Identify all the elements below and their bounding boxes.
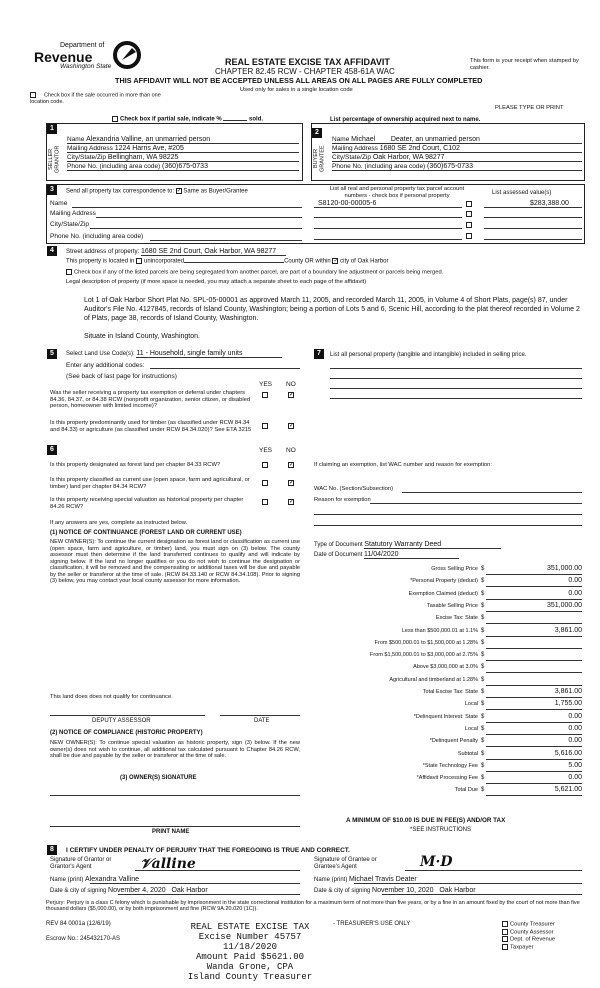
tax-dollar-sign: $ xyxy=(481,627,485,634)
sec6-q3-no[interactable]: ✓ xyxy=(289,499,295,505)
tax-dollar-sign: $ xyxy=(481,652,485,659)
escrow-number: Escrow No.: 245432170-AS xyxy=(46,936,121,942)
buyer-phone-row: Phone No. (including area code) (360)675-0733 xyxy=(332,163,473,170)
section-5-badge: 5 xyxy=(47,349,57,359)
legal-description[interactable]: Lot 1 of Oak Harbor Short Plat No. SPL-05-00001 as approved March 11, 2005, and recorded March 11, 2005, in Volume 4 of Short Plats, page(s) 87, under Auditor's File No. 4127845, records of Island County, Washington; being a portion of Lots 5 and 6, Scenic Hill, according to the plat thereof recorded in Volume 2 of Plats, page 38, records of Island County, Washington. xyxy=(84,297,580,322)
tax-row-value[interactable]: 0.00 xyxy=(568,589,582,597)
tax-row-value[interactable]: 0.00 xyxy=(568,724,582,732)
copy-checkbox[interactable] xyxy=(502,936,508,942)
stamp-line: Excise Number 45757 xyxy=(198,932,302,942)
grantor-date[interactable]: November 4, 2020 Oak Harbor xyxy=(108,887,208,894)
grantor-signature[interactable]: 𝒱alline xyxy=(140,856,196,872)
tax-dollar-sign: $ xyxy=(481,676,485,683)
land-use-code[interactable]: 11 - Household, single family units xyxy=(136,350,282,358)
tax-dollar-sign: $ xyxy=(481,590,485,597)
grantee-sig-label: Signature of Grantee or Grantee's Agent xyxy=(314,857,377,870)
grantor-name-row: Name (print) Alexandra Valline xyxy=(50,876,139,883)
ownership-note: List percentage of ownership acquired next to name. xyxy=(330,117,481,123)
tax-row-value[interactable]: 0.00 xyxy=(568,712,582,720)
wac-label: WAC No. (Section/Subsection) xyxy=(314,486,394,492)
exemption-label: If claiming an exemption, list WAC number and reason for exemption: xyxy=(314,462,492,468)
parcel-list-header: List all real and personal property tax parcel account numbers - check box if personal property xyxy=(329,186,465,199)
section-8-badge: 8 xyxy=(47,845,57,855)
perjury-note: Perjury: Perjury is a class C felony which is punishable by imprisonment in the state correctional institution for a maximum term of not more than five years, or by a fine in an amount fixed by the court of not more than five thousand dollars ($5,000.00), or by both imprisonment and fine (RCW 9A.20.020 (1C)). xyxy=(46,900,580,913)
tax-row-value[interactable]: 1,755.00 xyxy=(554,700,582,708)
tax-row-value[interactable]: 351,000.00 xyxy=(546,601,582,609)
stamp-line: REAL ESTATE EXCISE TAX xyxy=(190,922,310,932)
tax-row-label: Exemption Claimed (deduct) xyxy=(408,590,478,597)
seller-address[interactable]: 1224 Harris Ave, #205 xyxy=(114,145,184,152)
tax-dollar-sign: $ xyxy=(481,639,485,646)
revenue-logo-icon xyxy=(112,40,144,70)
notice1-title: (1) NOTICE OF CONTINUANCE (FOREST LAND OR CURRENT USE) xyxy=(50,530,242,536)
tax-row-label: Total Excise Tax: State xyxy=(422,689,478,695)
grantor-sig-label: Signature of Grantor or Grantor's Agent xyxy=(50,857,112,870)
sec6-q1-yes[interactable] xyxy=(262,462,268,468)
used-only: Used only for sales in a single location code xyxy=(240,87,353,93)
sec6-q2: Is this property classified as current use (open space, farm and agricultural, or timber) land per chapter 84.34 RCW? xyxy=(50,477,250,490)
section-1-badge: 1 xyxy=(47,124,57,134)
buyer-grantee-label: BUYER GRANTEE xyxy=(313,145,326,173)
no-header-5: NO xyxy=(286,381,296,388)
grantee-date[interactable]: November 10, 2020 Oak Harbor xyxy=(372,887,476,894)
tax-row-label: Less than $500,000.01 at 1.1% xyxy=(401,627,478,634)
sec5-q2-no[interactable]: ✓ xyxy=(289,423,295,429)
receipt-note: This form is your receipt when stamped by cashier. xyxy=(470,58,579,71)
tax-dollar-sign: $ xyxy=(481,578,485,585)
seller-name[interactable]: Alexandria Valline, an unmarried person xyxy=(86,136,211,143)
buyer-city[interactable]: Oak Harbor, WA 98277 xyxy=(372,154,445,161)
seller-phone-row: Phone No. (including area code) (360)675-0733 xyxy=(67,163,208,170)
see-instructions: *SEE INSTRUCTIONS xyxy=(410,827,472,833)
tax-row-value[interactable]: 0.00 xyxy=(568,577,582,585)
revenue-label: Revenue xyxy=(34,49,93,65)
tax-dollar-sign: $ xyxy=(481,775,485,782)
tax-row-label: Above $3,000,000 at 3.0% xyxy=(413,664,478,671)
copy-distribution xyxy=(502,921,555,951)
seller-city[interactable]: Bellingham, WA 98225 xyxy=(107,154,179,161)
copy-item: Taxpayer xyxy=(502,944,555,952)
excise-tax-stamp xyxy=(170,922,330,982)
owner-signature-label: (3) OWNER(S) SIGNATURE xyxy=(120,775,197,781)
tax-row-value[interactable]: 0.00 xyxy=(568,737,582,745)
tax-row-value[interactable]: 5,621.00 xyxy=(554,786,582,794)
section-7-badge: 7 xyxy=(314,349,324,359)
tax-row-label: *Delinquent Penalty xyxy=(429,738,478,745)
multi-location: Check box if the sale occurred in more than one location code. xyxy=(30,92,161,105)
tax-row-label: Total Due xyxy=(454,787,478,794)
parcel-number[interactable]: S8120-00-00005-6 xyxy=(318,200,377,207)
sec6-q1-no[interactable]: ✓ xyxy=(289,462,295,468)
grantor-print-name[interactable]: Alexandra Valline xyxy=(85,876,139,883)
buyer-city-row: City/State/Zip Oak Harbor, WA 98277 xyxy=(332,154,445,161)
grantee-print-name[interactable]: Michael Travis Deater xyxy=(349,876,417,883)
doc-type-row: Type of Document Statutory Warranty Deed xyxy=(314,541,501,549)
tax-dollar-sign: $ xyxy=(481,725,485,732)
tax-row-label: *Affidavit Processing Fee xyxy=(416,775,478,782)
city-checkbox[interactable]: ✓ xyxy=(333,258,339,264)
copy-checkbox[interactable] xyxy=(502,921,508,927)
sec6-q1: Is this property designated as forest land per chapter 84.33 RCW? xyxy=(50,462,221,468)
yes-header-6: YES xyxy=(259,447,273,454)
send-correspondence: Send all property tax correspondence to: ✓ Same as Buyer/Grantee xyxy=(66,188,248,195)
seller-grantor-label: SELLER GRANTOR xyxy=(48,145,61,173)
seller-phone[interactable]: (360)675-0733 xyxy=(162,163,208,170)
grantee-name-row: Name (print) Michael Travis Deater xyxy=(314,876,417,883)
corr-phone-label: Phone No. (including area code) xyxy=(50,233,144,240)
tax-row-label: Taxable Selling Price xyxy=(426,602,478,609)
tax-row-value[interactable]: 3,861.00 xyxy=(554,626,582,634)
copy-item: County Assessor xyxy=(502,929,555,937)
sec5-q1-no[interactable]: ✓ xyxy=(289,392,295,398)
tax-row-label: From $1,500,000.01 to $3,000,000 at 2.75% xyxy=(370,652,478,659)
located-row: This property is located in unincorporated County OR within ✓ city of Oak Harbor xyxy=(66,258,389,265)
print-name-label: PRINT NAME xyxy=(152,829,190,835)
tax-minimum-note: A MINIMUM OF $10.00 IS DUE IN FEE(S) AND/OR TAX xyxy=(346,817,506,824)
dept-logo xyxy=(20,40,145,72)
sec5-q2: Is this property predominantly used for timber (as classified under RCW 84.34 and 84.33) or agriculture (as classified under RCW 84.34.020)? See ETA 3215 xyxy=(50,420,252,433)
tax-dollar-sign: $ xyxy=(481,664,485,671)
tax-row-label: Agricultural and timberland at 1.28% xyxy=(389,676,478,683)
section-3-badge: 3 xyxy=(47,185,57,195)
sec5-q2-yes[interactable] xyxy=(262,423,268,429)
grantee-date-row: Date & city of signing November 10, 2020 Oak Harbor xyxy=(314,887,476,894)
copy-item: County Treasurer xyxy=(502,921,555,929)
deputy-assessor: DEPUTY ASSESSOR xyxy=(92,718,151,724)
personal-property-label: List all personal property (tangible and intangible) included in selling price. xyxy=(330,352,527,358)
seller-city-row: City/State/Zip Bellingham, WA 98225 xyxy=(67,154,179,161)
street-address-row: Street address of property: 1680 SE 2nd Court, Oak Harbor, WA 98277 xyxy=(66,248,286,256)
sec6-q3-yes[interactable] xyxy=(262,499,268,505)
form-title: REAL ESTATE EXCISE TAX AFFIDAVIT xyxy=(225,57,390,67)
personal-property-checkbox-3[interactable] xyxy=(466,222,472,228)
deputy-date: DATE xyxy=(254,718,270,724)
copy-checkbox[interactable] xyxy=(502,944,508,950)
tax-row-label: Local xyxy=(464,725,478,732)
partial-sale-checkbox[interactable] xyxy=(112,116,118,122)
corr-city-label: City/State/Zip xyxy=(50,221,90,228)
tax-row-label: Local xyxy=(464,701,478,708)
no-header-6: NO xyxy=(286,447,296,454)
doc-type[interactable]: Statutory Warranty Deed xyxy=(364,541,501,549)
sec5-q1: Was the seller receiving a property tax exemption or deferral under chapters 84.36, 84.37, or 84.38 RCW (nonprofit organization, senior citizen, or disabled person, homeowner with limited income)? xyxy=(50,390,251,410)
tax-dollar-sign: $ xyxy=(481,701,485,708)
notice2-text: NEW OWNER(S): To continue special valuation as historic property, sign (3) below. If the new owner(s) does not wish to continue, all additional tax calculated pursuant to Chapter 84.26 RCW, shall be due and payable by the seller or transferor at the time of sale. xyxy=(50,740,300,760)
section-2-badge: 2 xyxy=(312,128,322,138)
tax-row-label: *State Technology Fee xyxy=(422,762,478,769)
if-yes: If any answers are yes, complete as instructed below. xyxy=(50,520,188,526)
buyer-name-row: Name Michael Deater, an unmarried person xyxy=(332,136,480,143)
seller-addr-row: Mailing Address 1224 Harris Ave, #205 xyxy=(67,145,184,152)
sec6-q2-no[interactable]: ✓ xyxy=(289,480,295,486)
type-print: PLEASE TYPE OR PRINT xyxy=(495,105,564,111)
tax-row-label: *Delinquent Interest: State xyxy=(413,713,478,720)
tax-dollar-sign: $ xyxy=(481,750,485,757)
assessed-value[interactable]: $283,388.00 xyxy=(530,200,569,207)
grantee-signature[interactable]: M·D xyxy=(420,854,453,870)
form-warning: THIS AFFIDAVIT WILL NOT BE ACCEPTED UNLESS ALL AREAS ON ALL PAGES ARE FULLY COMPLETED xyxy=(115,76,483,85)
stamp-line: Amount Paid $5621.00 xyxy=(195,952,305,962)
buyer-phone[interactable]: (360)675-0733 xyxy=(427,163,473,170)
dept-label: Department of xyxy=(60,42,105,49)
tax-row-value[interactable]: 5.00 xyxy=(568,761,582,769)
seller-name-row: Name Alexandria Valline, an unmarried person xyxy=(67,136,211,143)
tax-row-value[interactable]: 351,000.00 xyxy=(546,565,582,572)
situate: Situate in Island County, Washington. xyxy=(84,333,200,340)
segregated-checkbox[interactable] xyxy=(66,269,72,275)
personal-property-checkbox-4[interactable] xyxy=(466,233,472,239)
personal-property-checkbox-2[interactable] xyxy=(466,211,472,217)
tax-row-value[interactable]: 3,861.00 xyxy=(554,688,582,695)
doc-date[interactable]: 11/04/2020 xyxy=(364,551,459,559)
tax-dollar-sign: $ xyxy=(481,787,485,794)
street-address[interactable]: 1680 SE 2nd Court, Oak Harbor, WA 98277 xyxy=(141,248,286,256)
tax-row-label: *Personal Property (deduct) xyxy=(410,578,478,585)
buyer-address[interactable]: 1680 SE 2nd Court, C102 xyxy=(379,145,460,152)
rev-number: REV 84 0001a (12/6/19) xyxy=(46,921,111,927)
tax-dollar-sign: $ xyxy=(481,602,485,609)
tax-row-label: From $500,000.01 to $1,500,000 at 1.28% xyxy=(374,639,478,646)
sec5-q1-yes[interactable] xyxy=(262,392,268,398)
treasurer-use: - TREASURER'S USE ONLY xyxy=(333,921,411,927)
form-chapter: CHAPTER 82.45 RCW - CHAPTER 458-61A WAC xyxy=(215,67,395,76)
corr-name-label: Name xyxy=(50,200,68,207)
section-4-badge: 4 xyxy=(47,246,57,256)
segregated-row: Check box if any of the listed parcels are being segregated from another parcel, are part of a boundary line adjustment or parcels being merged. xyxy=(66,269,443,276)
land-use-row: Select Land Use Code(s): 11 - Household, single family units xyxy=(66,350,282,358)
tax-dollar-sign: $ xyxy=(481,713,485,720)
tax-dollar-sign: $ xyxy=(481,738,485,745)
personal-property-checkbox-1[interactable] xyxy=(466,201,472,207)
sec6-q3: Is this property receiving special valuation as historical property per chapter 84.26 RCW? xyxy=(50,497,244,510)
notice1-text: NEW OWNER(S): To continue the current designation as forest land or classification as current use (open space, farm and agriculture, or timber) land, you must sign on (3) below. The county assessor must then determine if the land transferred continues to qualify and will indicate by signing below. If the land no longer qualifies or you do not wish to continue the designation or classification, it will be removed and the compensating or additional taxes will be due and payable by the seller or transferor at the time of sale. (RCW 84.33.140 or RCW 84.34.108). Prior to signing (3) below, you may contact your local county assessor for more information. xyxy=(50,539,300,585)
tax-row-label: Gross Selling Price xyxy=(431,566,478,572)
multi-location-checkbox[interactable] xyxy=(30,92,36,98)
certify-statement: I CERTIFY UNDER PENALTY OF PERJURY THAT THE FOREGOING IS TRUE AND CORRECT. xyxy=(66,847,350,854)
same-as-buyer-checkbox[interactable]: ✓ xyxy=(176,188,182,194)
unincorporated-checkbox[interactable] xyxy=(136,258,142,264)
tax-dollar-sign: $ xyxy=(481,615,485,622)
tax-row-value[interactable]: 5,616.00 xyxy=(554,749,582,757)
stamp-line: Wanda Grone, CPA xyxy=(206,962,294,972)
reason-label: Reason for exemption xyxy=(314,497,371,503)
tax-dollar-sign: $ xyxy=(481,566,485,572)
legal-label: Legal description of property (if more space is needed, you may attach a separate sheet to each page of the affidavit) xyxy=(66,279,367,285)
tax-row-value[interactable]: 0.00 xyxy=(568,774,582,782)
copy-checkbox[interactable] xyxy=(502,929,508,935)
yes-header-5: YES xyxy=(259,381,273,388)
partial-sale: Check box if partial sale, indicate % sold. xyxy=(112,116,263,123)
sec6-q2-yes[interactable] xyxy=(262,480,268,486)
see-back: (See back of last page for instructions) xyxy=(66,373,177,380)
qualify-row: This land does does not qualify for continuance. xyxy=(50,694,173,700)
corr-mail-label: Mailing Address xyxy=(50,210,96,217)
additional-codes: Enter any additional codes: xyxy=(66,362,145,369)
notice2-title: (2) NOTICE OF COMPLIANCE (HISTORIC PROPERTY) xyxy=(50,730,203,736)
stamp-line: 11/18/2020 xyxy=(222,942,277,952)
buyer-addr-row: Mailing Address 1680 SE 2nd Court, C102 xyxy=(332,145,460,152)
section-6-badge: 6 xyxy=(47,445,57,455)
tax-row-label: Subtotal xyxy=(457,750,478,757)
stamp-line: Island County Treasurer xyxy=(187,972,313,982)
buyer-name[interactable]: Michael Deater, an unmarried person xyxy=(351,136,480,143)
tax-dollar-sign: $ xyxy=(481,689,485,695)
grantor-date-row: Date & city of signing November 4, 2020 Oak Harbor xyxy=(50,887,208,894)
copy-item: Dept. of Revenue xyxy=(502,936,555,944)
state-label: Washington State xyxy=(60,63,112,70)
doc-date-row: Date of Document 11/04/2020 xyxy=(314,551,459,559)
tax-row-label: Excise Tax: State xyxy=(435,615,478,622)
assessed-header: List assessed value(s) xyxy=(492,190,552,196)
tax-dollar-sign: $ xyxy=(481,762,485,769)
